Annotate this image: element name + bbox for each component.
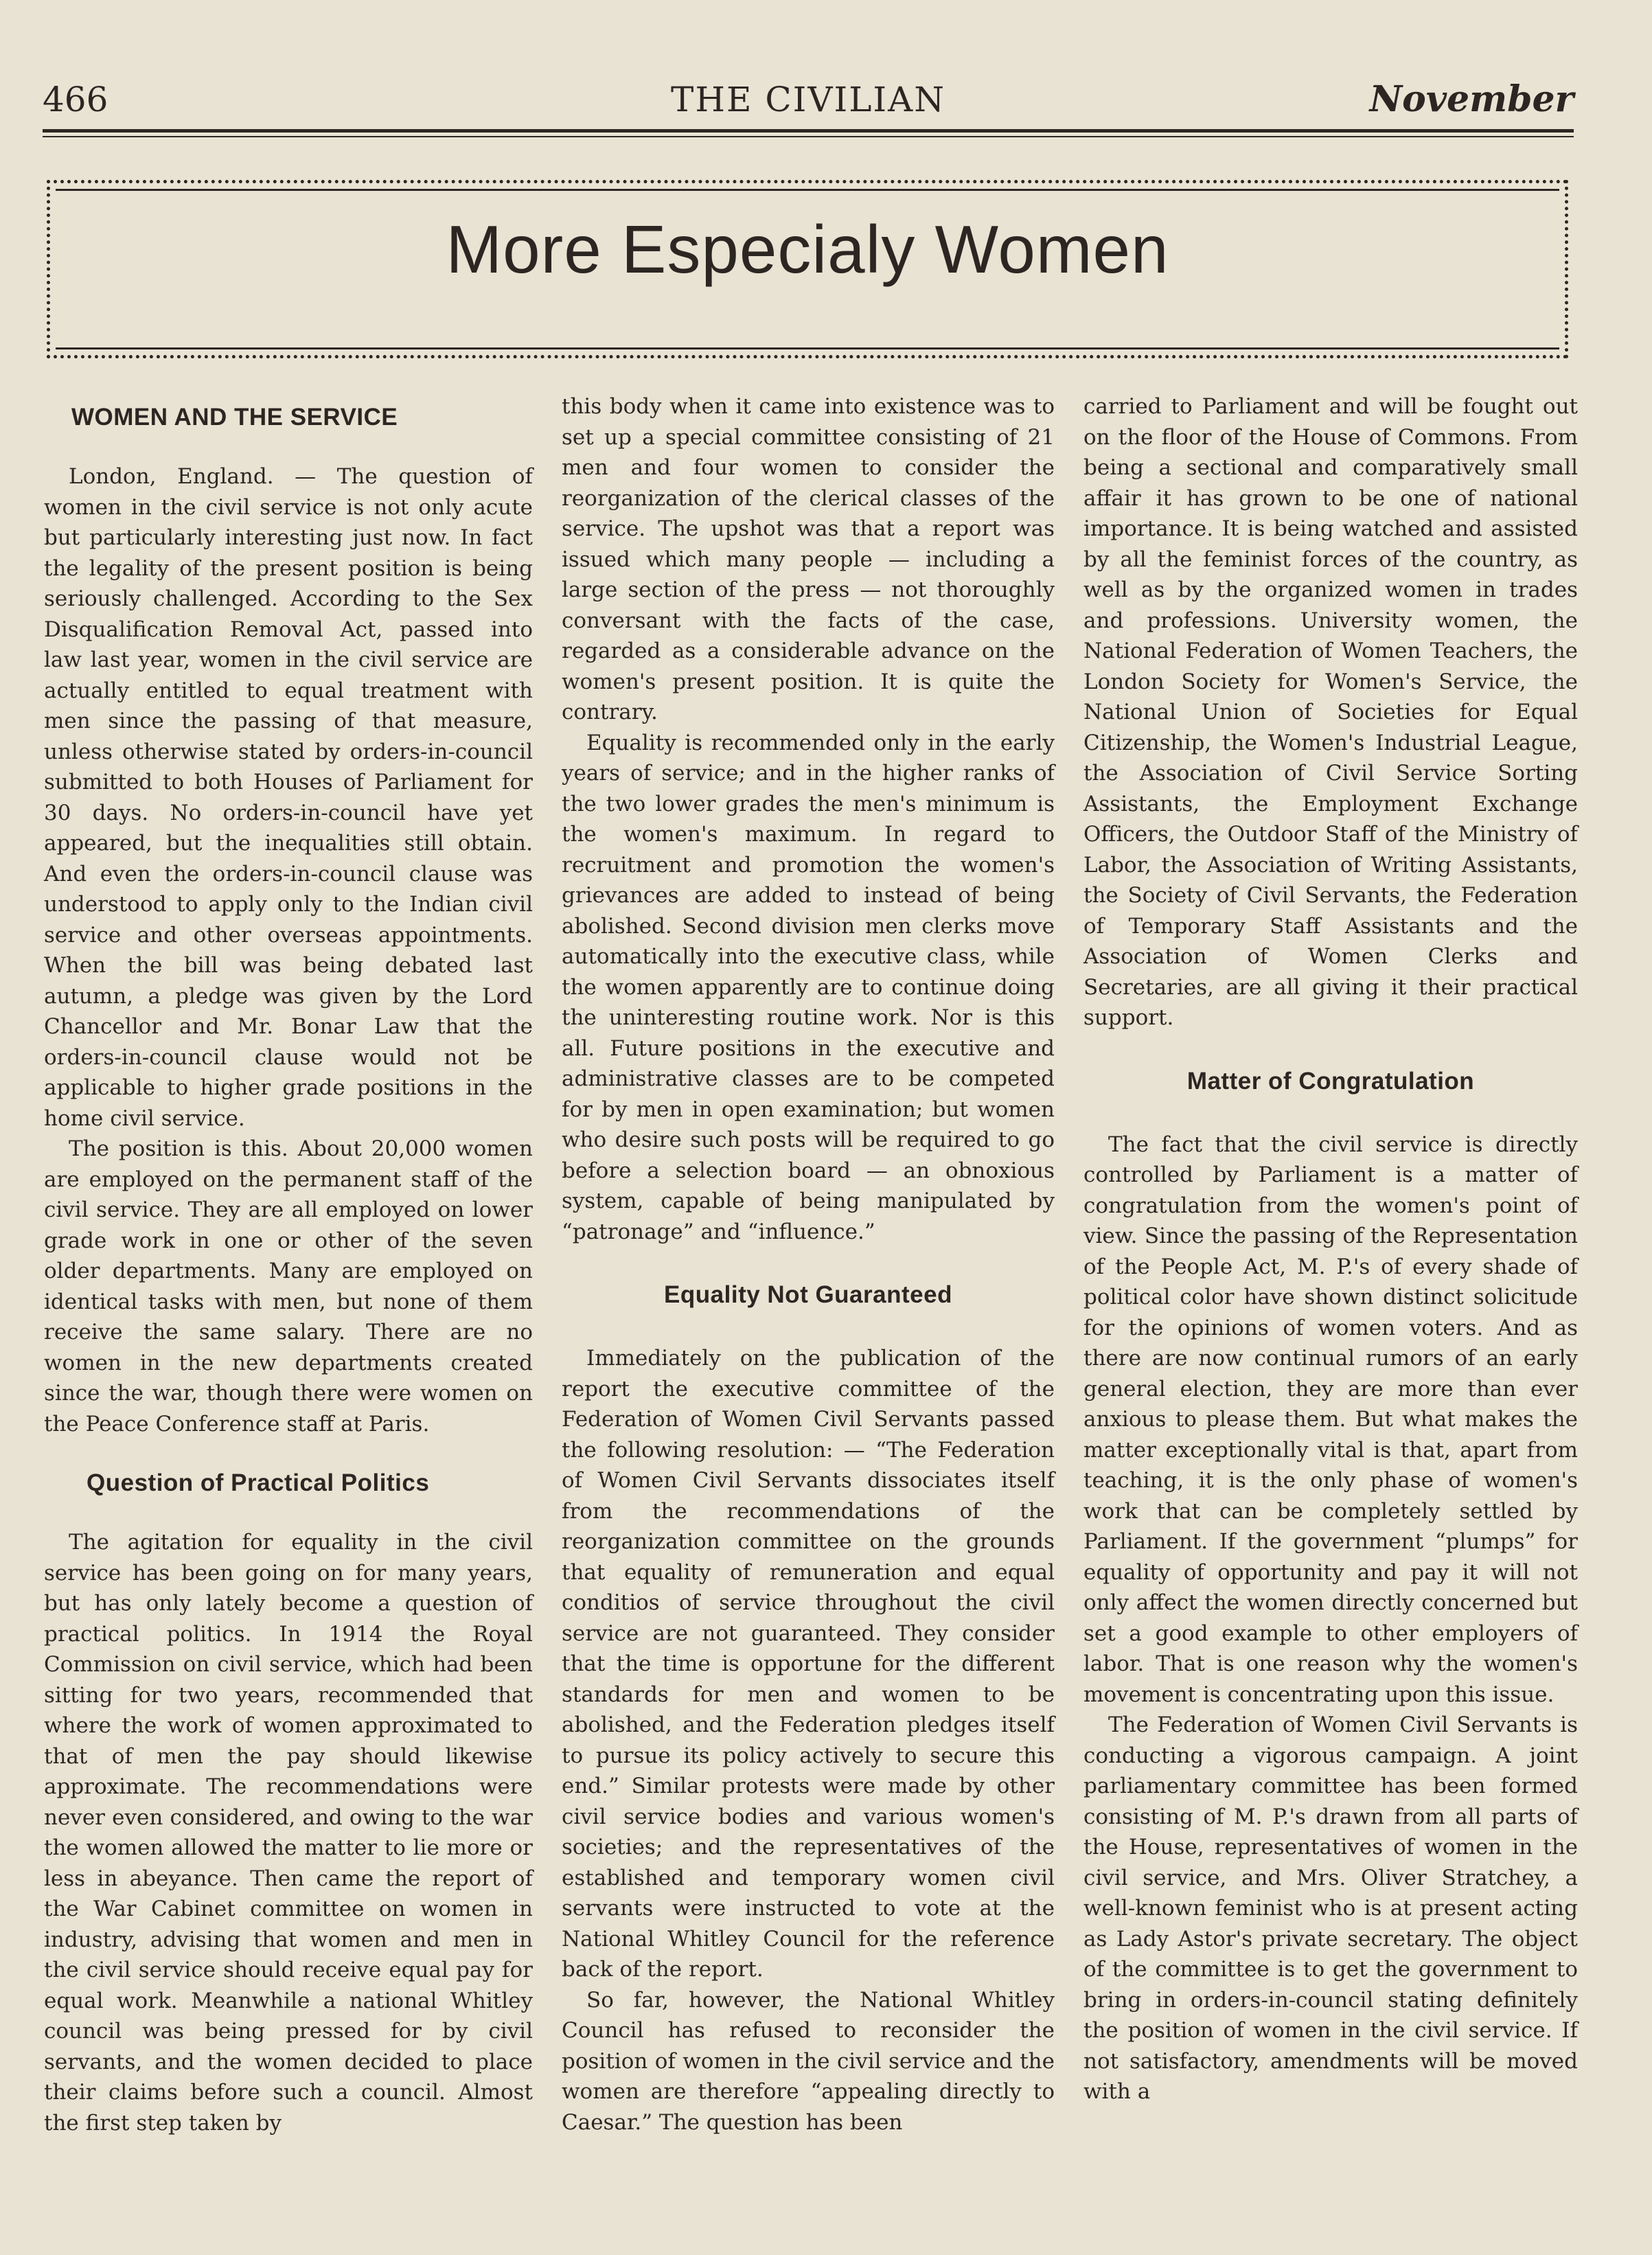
paragraph: carried to Parliament and will be fought out on the floor of the House of Commons. From being a sectional and comparatively small affair it has grown to be one of national importance. It is being watched and assisted by all the feminist forces of the country, as well as by the organized women in trades and professions. University women, the National Federation of Women Teachers, the London Society for Women's Service, the National Union of Societies for Equal Citizenship, the Women's Industrial League, the Association of Civil Service Sorting Assistants, the Employment Exchange Officers, the Outdoor Staff of the Ministry of Labor, the Association of Writing Assistants, the Society of Civil Servants, the Federation of Temporary Staff Assistants and the Association of Women Clerks and Secretaries, are all giving it their practical support. — [1083, 394, 1578, 1030]
title-box — [47, 180, 1568, 358]
paragraph: The Federation of Women Civil Servants is conducting a vigorous campaign. A joint parliamentary committee has been formed consisting of M. P.'s drawn from all parts of the House, representatives of women in the civil service, and Mrs. Oliver Stratchey, a well-known feminist who is at present acting as Lady Astor's private secretary. The object of the committee is to get the government to bring in orders-in-council stating definitely the position of women in the civil service. If not satisfactory, amendments will be moved with a — [1083, 1713, 1578, 2104]
paragraph: The position is this. About 20,000 women are employed on the permanent staff of the civil service. They are all employed on lower grade work in one or other of the seven older departments. Many are employed on identical tasks with men, but none of them receive the same salary. There are no women in the new departments created since the war, though there were women on the Peace Conference staff at Paris. — [44, 1136, 533, 1436]
section-heading-congratulation: Matter of Congratulation — [1186, 1067, 1475, 1095]
page-number: 466 — [43, 80, 108, 119]
paragraph: The fact that the civil service is directly controlled by Parliament is a matter of congratulation from the women's point of view. Since the passing of the Representation of the People Act, M. P.'s of every shade of political color have shown distinct solicitude for the opinions of women voters. And as there are now continual rumors of an early general election, they are more than ever anxious to please them. But what makes the matter exceptionally vital is that, apart from teaching, it is the only phase of women's work that can be completely settled by Parliament. If the government “plumps” for equality of opportunity and pay it will not only affect the women directly concerned but set a good example to other employers of labor. That is one reason why the women's movement is concentrating upon this issue. — [1083, 1132, 1578, 1707]
paragraph: So far, however, the National Whitley Council has refused to reconsider the position of women in the civil service and the women are therefore “appealing directly to Caesar.” The question has been — [562, 1987, 1055, 2135]
section-heading-practical-politics: Question of Practical Politics — [87, 1469, 430, 1496]
paragraph: The agitation for equality in the civil service has been going on for many years, but has only lately become a question of practical politics. In 1914 the Royal Commission on civil service, which had been sitting for two years, recommended that where the work of women approximated to that of men the pay should likewise approximate. The recommendations were never even considered, and owing to the war the women allowed the matter to lie more or less in abeyance. Then came the report of the War Cabinet committee on women in industry, advising that women and men in the civil service should receive equal pay for equal work. Meanwhile a national Whitley council was being pressed for by civil servants, and the women decided to place their claims before such a council. Almost the first step taken by — [44, 1530, 533, 2136]
running-header — [43, 74, 1574, 129]
header-rule-thick — [43, 129, 1574, 133]
column-1 — [44, 391, 533, 2138]
paragraph: Equality is recommended only in the early years of service; and in the higher ranks of the two lower grades the men's minimum is the women's maximum. In regard to recruitment and promotion the women's grievances are added to instead of being abolished. Second division men clerks move automatically into the executive class, while the women apparently are to continue doing the uninteresting routine work. Nor is this all. Future positions in the executive and administrative classes are to be competed for by men in open examination; but women who desire such posts will be required to go before a selection board — an obnoxious system, capable of being manipulated by “patronage” and “influence.” — [562, 730, 1055, 1244]
issue-month: November — [1369, 78, 1574, 120]
column-2 — [562, 391, 1055, 2138]
journal-title: THE CIVILIAN — [670, 80, 946, 119]
column-3 — [1083, 391, 1578, 2107]
paragraph: London, England. — The question of women in the civil service is not only acute but particularly interesting just now. In fact the legality of the present position is being seriously challenged. According to the Sex Disqualification Removal Act, passed into law last year, women in the civil service are actually entitled to equal treatment with men since the passing of that measure, unless otherwise stated by orders-in-council submitted to both Houses of Parliament for 30 days. No orders-in-council have yet appeared, but the inequalities still obtain. And even the orders-in-council clause was understood to apply only to the Indian civil service and other overseas appointments. When the bill was being debated last autumn, a pledge was given by the Lord Chancellor and Mr. Bonar Law that the orders-in-council clause would not be applicable to higher grade positions in the home civil service. — [44, 464, 533, 1131]
section-heading-women-and-the-service: WOMEN AND THE SERVICE — [71, 404, 398, 431]
header-rule-thin — [43, 136, 1574, 137]
section-heading-equality: Equality Not Guaranteed — [664, 1281, 952, 1308]
paragraph: this body when it came into existence was to set up a special committee consisting of 21 men and four women to consider the reorganization of the clerical classes of the service. The upshot was that a report was issued which many people — including a large section of the press — not thoroughly conversant with the facts of the case, regarded as a considerable advance on the women's present position. It is quite the contrary. — [562, 394, 1055, 724]
paragraph: Immediately on the publication of the report the executive committee of the Federation of Women Civil Servants passed the following resolution: — “The Federation of Women Civil Servants dissociates itself from the recommendations of the reorganization committee on the grounds that equality of remuneration and equal conditios of service throughout the civil service are not guaranteed. They consider that the time is opportune for the different standards for men and women to be abolished, and the Federation pledges itself to pursue its policy actively to secure this end.” Similar protests were made by other civil service bodies and various women's societies; and the representatives of the established and temporary women civil servants were instructed to vote at the National Whitley Council for the reference back of the report. — [562, 1346, 1055, 1982]
article-title: More Especialy Women — [446, 211, 1169, 287]
